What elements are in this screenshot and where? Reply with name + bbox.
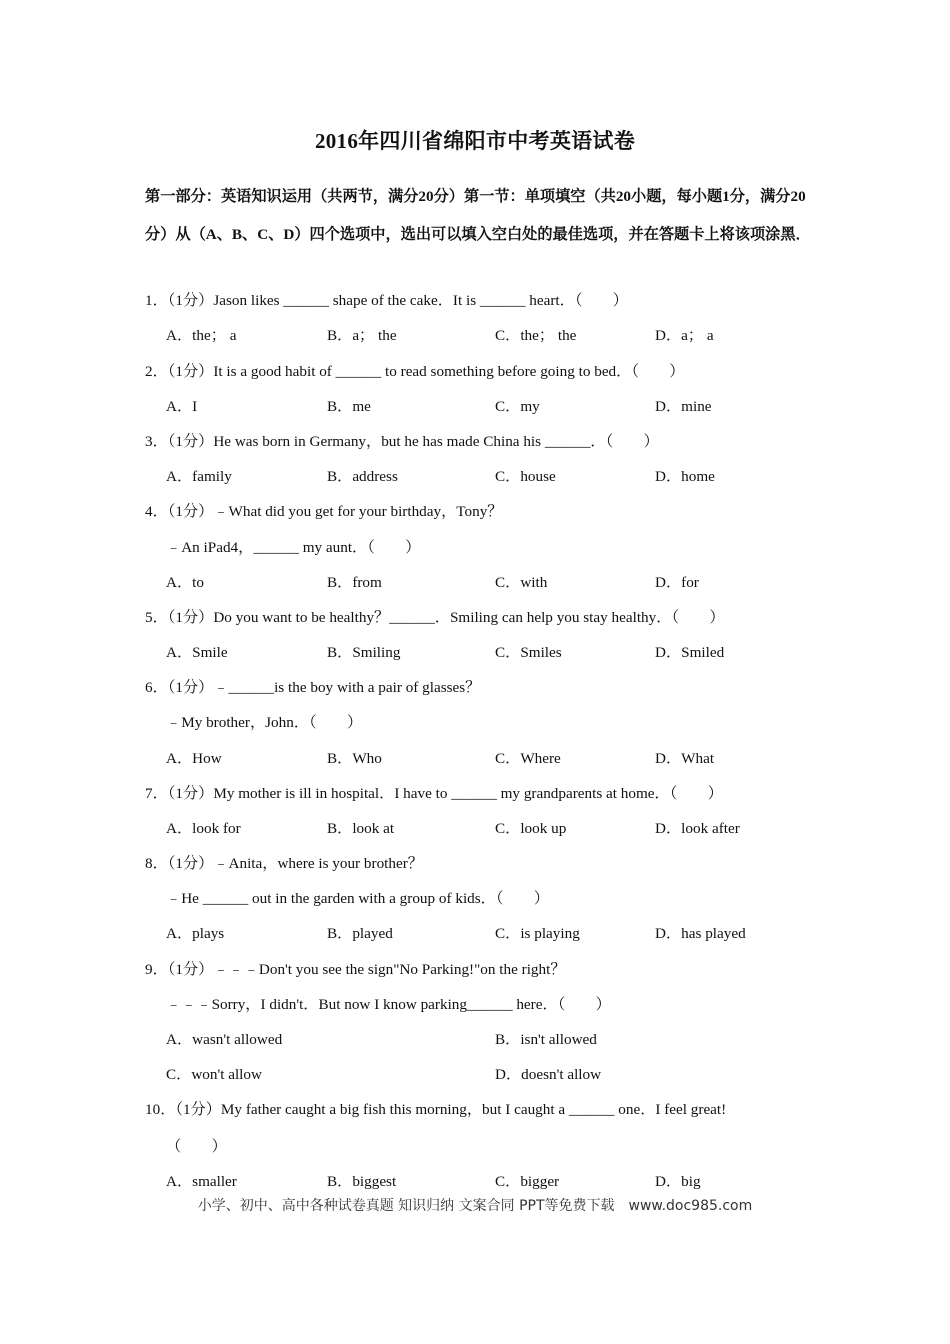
question-6-stem-line2: ﹣My brother，John．（ ） [166,714,363,731]
question-5-option-a: A．Smile [166,644,228,661]
question-1-option-c: C．the； the [495,327,577,344]
question-2-option-b: B．me [327,398,371,415]
question-7-option-a: A．look for [166,820,241,837]
question-3-option-a: A．family [166,468,232,485]
question-4-stem: 4．（1分）﹣What did you get for your birthday，Tony？ [145,503,503,520]
question-2-option-d: D．mine [655,398,712,415]
question-10-option-c: C．bigger [495,1173,560,1190]
question-3-option-b: B．address [327,468,398,485]
page-title: 2016年四川省绵阳市中考英语试卷 [314,129,636,153]
question-10-option-a: A．smaller [166,1173,237,1190]
question-8-stem: 8．（1分）﹣Anita，where is your brother？ [145,855,423,872]
question-7-option-c: C．look up [495,820,567,837]
question-5-option-c: C．Smiles [495,644,562,661]
question-9-option-d: D．doesn't allow [495,1066,602,1083]
footer-watermark-text: 小学、初中、高中各种试卷真题 知识归纳 文案合同 PPT等免费下载 www.doc985.com [197,1198,753,1214]
question-1-stem: 1．（1分）Jason likes ______ shape of the cake．It is ______ heart．（ ） [145,292,628,309]
question-2-option-a: A．I [166,398,198,415]
question-9-option-b: B．isn't allowed [495,1031,597,1048]
question-8-option-a: A．plays [166,925,225,942]
question-10-stem-line2: （ ） [166,1138,227,1155]
question-10-option-d: D．big [655,1173,701,1190]
question-10-option-b: B．biggest [327,1173,397,1190]
question-4-stem-line2: ﹣An iPad4，______ my aunt．（ ） [166,539,421,556]
question-9-stem-line2: ﹣﹣﹣Sorry，I didn't．But now I know parking______ here．（ ） [166,996,611,1013]
question-10-stem: 10．（1分）My father caught a big fish this morning，but I caught a ______ one．I feel great! [145,1101,727,1118]
question-3-option-d: D．home [655,468,715,485]
question-6-option-d: D．What [655,750,715,767]
question-8-option-c: C．is playing [495,925,580,942]
question-6-option-a: A．How [166,750,222,767]
question-8-option-b: B．played [327,925,393,942]
question-6-stem: 6．（1分）﹣______is the boy with a pair of glasses？ [145,679,481,696]
question-1-option-b: B．a； the [327,327,397,344]
question-9-option-c: C．won't allow [166,1066,262,1083]
question-4-option-c: C．with [495,574,548,591]
question-9-option-a: A．wasn't allowed [166,1031,283,1048]
question-7-option-d: D．look after [655,820,740,837]
question-2-option-c: C．my [495,398,540,415]
question-4-option-b: B．from [327,574,382,591]
section-instructions: 第一部分：英语知识运用（共两节，满分20分）第一节：单项填空（共20小题，每小题1分，满分20分）从（A、B、C、D）四个选项中，选出可以填入空白处的最佳选项，并在答题卡上将该项涂黑． [145,188,811,243]
question-3-option-c: C．house [495,468,556,485]
question-8-option-d: D．has played [655,925,746,942]
question-7-option-b: B．look at [327,820,395,837]
question-1-option-a: A．the； a [166,327,237,344]
question-4-option-d: D．for [655,574,699,591]
question-5-option-b: B．Smiling [327,644,401,661]
question-2-stem: 2．（1分）It is a good habit of ______ to read something before going to bed．（ ） [145,363,685,380]
question-3-stem: 3．（1分）He was born in Germany，but he has made China his ______．（ ） [145,433,659,450]
question-4-option-a: A．to [166,574,204,591]
question-6-option-b: B．Who [327,750,382,767]
question-1-option-d: D．a； a [655,327,714,344]
question-7-stem: 7．（1分）My mother is ill in hospital．I have to ______ my grandparents at home．（ ） [145,785,723,802]
question-6-option-c: C．Where [495,750,561,767]
question-5-option-d: D．Smiled [655,644,725,661]
question-9-stem: 9．（1分）﹣﹣﹣Don't you see the sign"No Parking!"on the right？ [145,961,566,978]
question-8-stem-line2: ﹣He ______ out in the garden with a group of kids．（ ） [166,890,550,907]
question-5-stem: 5．（1分）Do you want to be healthy？______．Smiling can help you stay healthy．（ ） [145,609,725,626]
